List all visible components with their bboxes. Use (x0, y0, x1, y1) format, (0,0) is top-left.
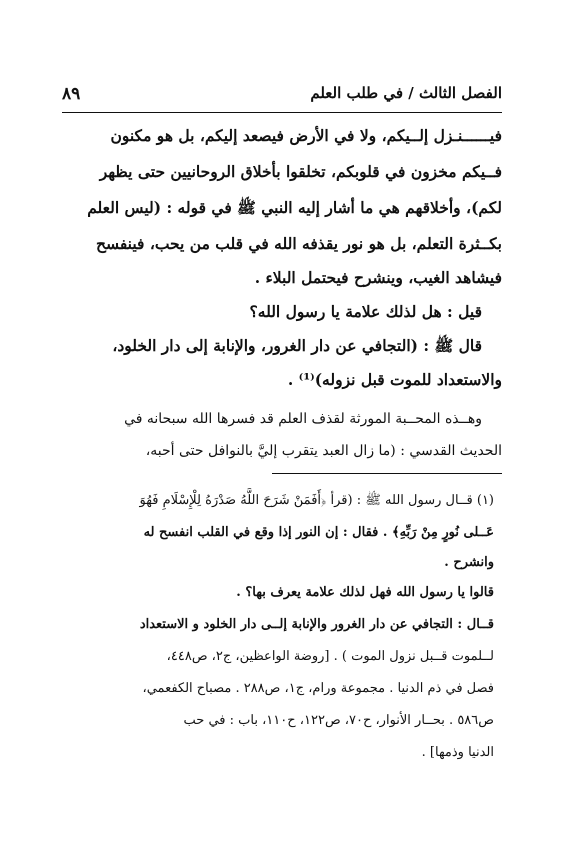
body-line: بكــثرة التعلم، بل هو نور يقذفه الله في قلب من يحب، فينفسح (96, 234, 502, 253)
footnote-line: فصل في ذم الدنيا . مجموعة ورام، ج١، ص٢٨٨ . مصباح الكفعمي، (142, 681, 494, 696)
body-line: والاستعداد للموت قبل نزوله)⁽¹⁾ . (287, 370, 502, 389)
footnote-line: عَــلى نُورٍ مِنْ رَبِّهِ﴾ . فقال : إن النور إذا وقع في القلب انفسح له (143, 525, 494, 540)
body-line: لكم)، وأخلاقهم هي ما أشار إليه النبي ﷺ في قوله : (ليس العلم (87, 198, 502, 217)
body-line: فيشاهد الغيب، وينشرح فيحتمل البلاء . (254, 268, 502, 287)
footnote-line: ص٥٨٦ . بحــار الأنوار، ح٧٠، ص١٢٢، ح١١٠، باب : في حب (183, 713, 494, 728)
footnote-line: (١) قــال رسول الله ﷺ : (قرأ ﴿أَفَمَنْ شَرَحَ اللَّهُ صَدْرَهُ لِلْإِسْلَامِ فَهُوَ (139, 493, 494, 508)
footnote-line: قالوا يا رسول الله فهل لذلك علامة يعرف بها؟ . (236, 585, 494, 600)
footnote-line: قــال : التجافي عن دار الغرور والإنابة إلــى دار الخلود و الاستعداد (139, 617, 494, 632)
page-header (62, 84, 502, 108)
body-line: قيل : هل لذلك علامة يا رسول الله؟ (249, 302, 482, 321)
body-line: فــيكم مخزون في قلوبكم، تخلقوا بأخلاق الروحانيين حتى يظهر (99, 162, 502, 181)
header-rule (62, 112, 502, 113)
footnote-line: الدنيا وذمها] . (421, 745, 494, 760)
footnote-rule (272, 473, 502, 474)
footnote-line: لــلموت قــبل نزول الموت ) . [روضة الواعظين، ج٢، ص٤٤٨، (166, 649, 494, 664)
body-line: الحديث القدسي : (ما زال العبد يتقرب إليَّ بالنوافل حتى أحبه، (145, 443, 502, 459)
page-number: ٨٩ (62, 84, 81, 104)
footnote-line: وانشرح . (444, 555, 494, 570)
body-line: فيــــــنـزل إلــيكم، ولا في الأرض فيصعد إليكم، بل هو مكنون (110, 126, 502, 145)
chapter-title: الفصل الثالث / في طلب العلم (310, 84, 502, 102)
body-line: وهــذه المحــبة المورثة لقذف العلم قد فسرها الله سبحانه في (124, 411, 482, 427)
body-line: قال ﷺ : (التجافي عن دار الغرور، والإنابة إلى دار الخلود، (112, 336, 482, 355)
